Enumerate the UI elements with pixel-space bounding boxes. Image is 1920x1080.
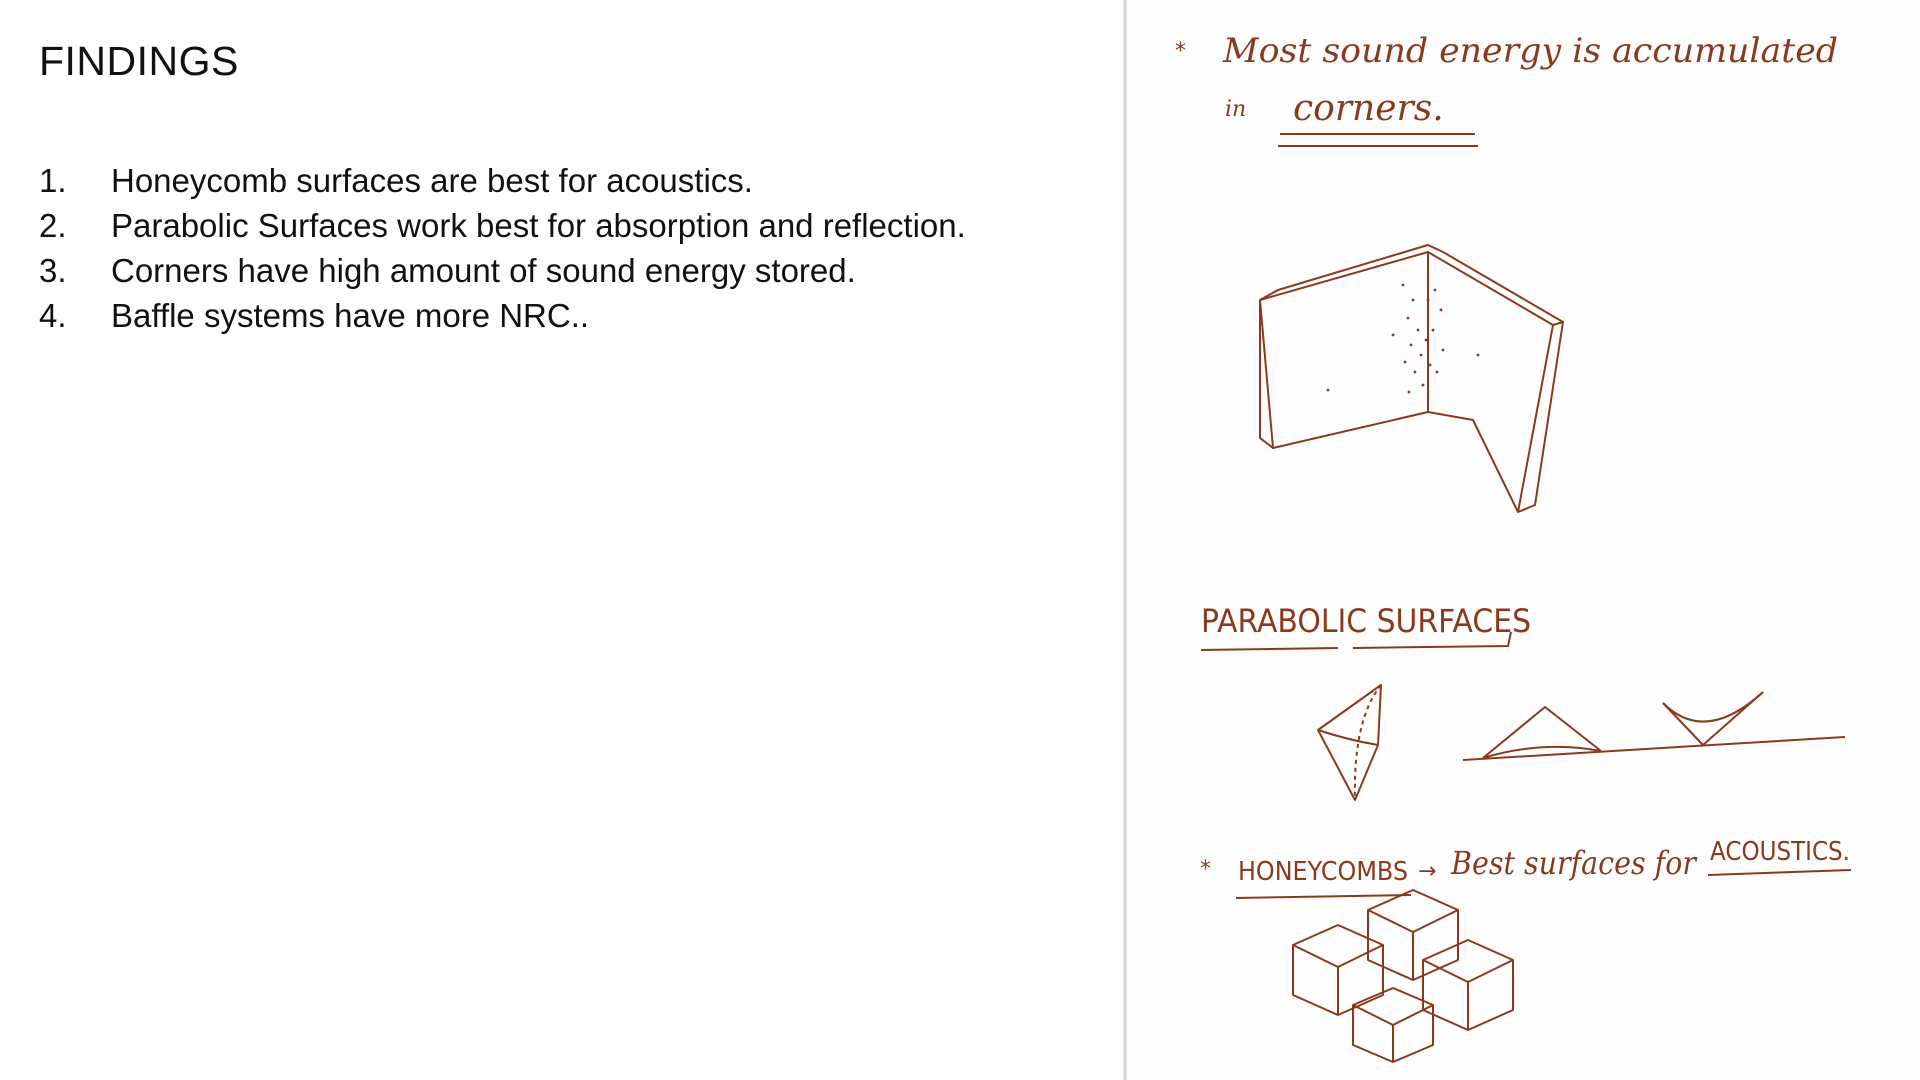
sketch-image	[1123, 0, 1920, 1080]
list-item	[39, 293, 966, 338]
sketch-drawing	[1123, 0, 1920, 1080]
underline	[1708, 870, 1851, 875]
note-corners-emph: corners.	[1293, 88, 1444, 129]
note-corners-line1: Most sound energy is accumulated	[1221, 31, 1838, 71]
list-item-text: Corners have high amount of sound energy stored.	[111, 252, 856, 289]
list-item-text: Baffle systems have more NRC..	[111, 297, 590, 334]
honeycomb-sketch	[1293, 890, 1513, 1062]
note-honeycomb-mid: Best surfaces for	[1450, 844, 1698, 882]
list-item-number: 2.	[39, 207, 67, 244]
page-title: FINDINGS	[39, 38, 239, 84]
star-icon: *	[1200, 857, 1211, 882]
note-honeycomb-emph: HONEYCOMBS	[1238, 857, 1408, 887]
arrow-icon: →	[1418, 859, 1437, 884]
list-item-text: Parabolic Surfaces work best for absorption and reflection.	[111, 207, 966, 244]
sound-dots	[1327, 284, 1480, 394]
star-icon: *	[1175, 39, 1186, 64]
list-item-text: Honeycomb surfaces are best for acoustics.	[111, 162, 753, 199]
underline	[1236, 895, 1411, 898]
parabolic-sketch	[1318, 685, 1845, 800]
list-item	[39, 158, 966, 203]
list-item-number: 1.	[39, 162, 67, 199]
list-item	[39, 248, 966, 293]
list-item-number: 3.	[39, 252, 67, 289]
note-honeycomb-tail: ACOUSTICS.	[1710, 837, 1850, 867]
corner-sketch	[1260, 245, 1563, 512]
findings-list	[39, 158, 966, 338]
note-corners-prefix: in	[1225, 97, 1247, 122]
list-item-number: 4.	[39, 297, 67, 334]
heading-parabolic: PARABOLIC SURFACES	[1201, 602, 1531, 640]
list-item	[39, 203, 966, 248]
